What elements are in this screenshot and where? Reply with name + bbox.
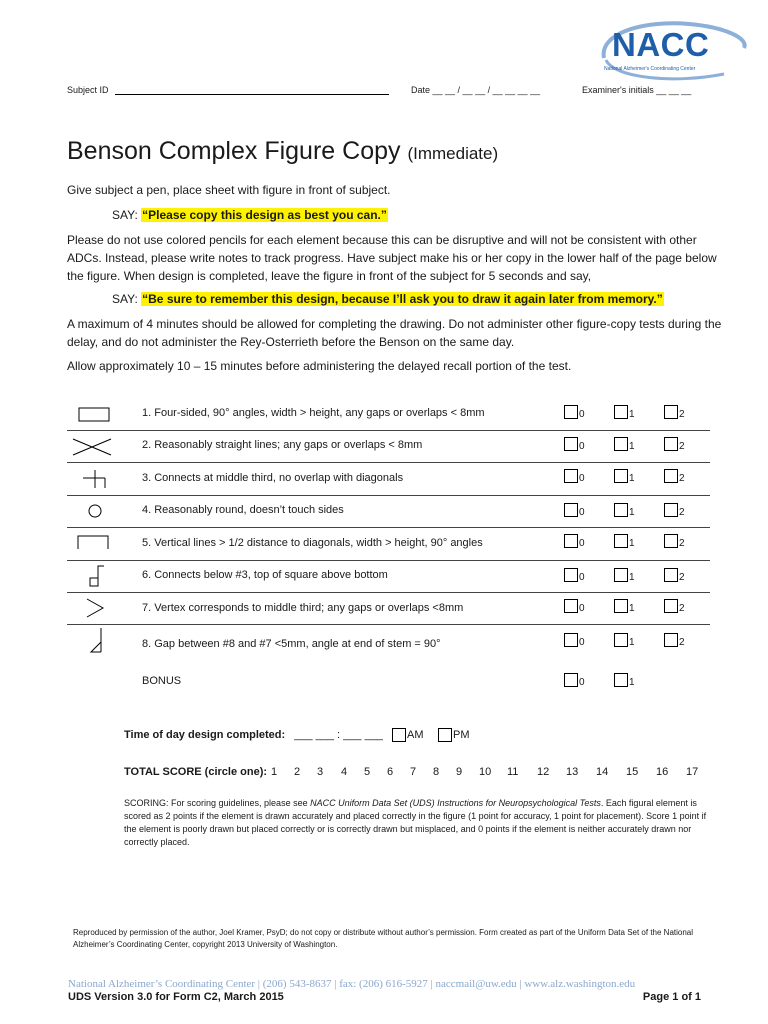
score-1-checkbox[interactable] [614,599,628,613]
total-score-option[interactable]: 15 [626,766,639,778]
table-row [67,592,710,625]
time-of-day-row [124,729,383,741]
time-blanks[interactable]: ___ ___ : ___ ___ [294,729,383,741]
say-quote-1: “Please copy this design as best you can.” [142,208,387,222]
pm-checkbox[interactable] [438,728,452,742]
score-2-label: 2 [679,572,685,583]
title-main: Benson Complex Figure Copy [67,137,401,165]
score-1-label: 1 [629,409,635,420]
item-description: 7. Vertex corresponds to middle third; any gaps or overlaps <8mm [142,602,464,614]
score-2-checkbox[interactable] [664,599,678,613]
score-2-label: 2 [679,603,685,614]
score-2-checkbox[interactable] [664,633,678,647]
triangle-stem-figure-icon [67,624,123,656]
total-score-option[interactable]: 7 [410,766,417,778]
say-label: SAY: [112,208,138,222]
total-score-option[interactable]: 8 [433,766,440,778]
item-description: 6. Connects below #3, top of square above bottom [142,569,388,581]
score-1-label: 1 [629,637,635,648]
say-line-1 [112,208,388,222]
total-label-text: TOTAL SCORE (circle one): [124,766,268,778]
score-2-checkbox[interactable] [664,405,678,419]
scoring-rest: . Each figural element is scored as 2 points if the element is drawn accurately and placed correctly in the figure (1 point for accuracy, 1 point for placement). Score 1 point if the element is poorly drawn but placed correctly or is correctly drawn but misplaced, and 0 points if the element is neither accurately drawn nor correctly placed. [124,798,707,847]
reproduction-notice: Reproduced by permission of the author, Joel Kramer, PsyD; do not copy or distribute without author’s permission. Form created as part of the Uniform Data Set of the National Alzheimer’s Coordinating Center, copyright 2013 University of Washington. [73,928,694,949]
score-0-label: 0 [579,441,585,452]
score-1-label: 1 [629,507,635,518]
score-2-label: 2 [679,473,685,484]
score-2-checkbox[interactable] [664,534,678,548]
say-quote-2: “Be sure to remember this design, because I’ll ask you to draw it again later from memory.” [142,292,663,306]
score-0-label: 0 [579,637,585,648]
score-0-label: 0 [579,572,585,583]
score-1-checkbox[interactable] [614,437,628,451]
item-description: BONUS [142,675,182,687]
score-2-checkbox[interactable] [664,568,678,582]
total-score-option[interactable]: 2 [294,766,301,778]
footer-page: Page 1 of 1 [642,991,701,1003]
score-0-label: 0 [579,473,585,484]
score-0-checkbox[interactable] [564,503,578,517]
total-score-option[interactable]: 5 [364,766,371,778]
say-label: SAY: [112,292,138,306]
table-row [67,430,710,463]
date-blanks: __ __ / __ __ / __ __ __ __ [432,85,541,95]
score-1-label: 1 [629,572,635,583]
table-row [67,462,710,496]
title-sub: (Immediate) [407,144,499,163]
instruction-1: Give subject a pen, place sheet with figure in front of subject. [67,183,391,197]
score-2-label: 2 [679,507,685,518]
scoring-guidelines [124,797,714,849]
subject-id-label: Subject ID [67,85,109,95]
footer-version: UDS Version 3.0 for Form C2, March 2015 [68,991,284,1003]
instruction-2: Please do not use colored pencils for each element because this can be disruptive and will not be consistent with other ADCs. Instead, please write notes to track progress. Have subject make his or her copy in the lower half of the page below the figure. When design is completed, leave the figure in front of the subject for 5 seconds and say, [67,233,717,283]
nacc-logo [594,18,754,84]
score-0-label: 0 [579,409,585,420]
score-0-label: 0 [579,507,585,518]
score-1-label: 1 [629,677,635,688]
logo-text: NACC [612,26,710,63]
item-description: 5. Vertical lines > 1/2 distance to diagonals, width > height, 90° angles [142,537,483,549]
table-row [67,667,710,697]
score-0-label: 0 [579,538,585,549]
score-0-checkbox[interactable] [564,633,578,647]
score-0-checkbox[interactable] [564,534,578,548]
total-score-option[interactable]: 6 [387,766,394,778]
score-0-label: 0 [579,677,585,688]
item-description: 4. Reasonably round, doesn’t touch sides [142,504,344,516]
score-1-checkbox[interactable] [614,633,628,647]
subject-id-line[interactable] [115,94,389,95]
score-2-label: 2 [679,409,685,420]
total-score-option[interactable]: 14 [596,766,609,778]
none-figure-icon [67,667,123,699]
score-2-label: 2 [679,538,685,549]
score-1-checkbox[interactable] [614,503,628,517]
table-row [67,560,710,593]
subject-id-field[interactable] [67,85,389,95]
vertex-figure-icon [67,592,123,624]
total-score-option[interactable]: 10 [479,766,492,778]
pm-label: PM [453,729,470,741]
score-2-checkbox[interactable] [664,503,678,517]
time-label: Time of day design completed: [124,729,286,741]
total-score-option[interactable]: 4 [341,766,348,778]
circle-figure-icon [67,495,123,527]
score-0-checkbox[interactable] [564,437,578,451]
score-2-checkbox[interactable] [664,437,678,451]
total-score-option[interactable]: 12 [537,766,550,778]
item-description: 1. Four-sided, 90° angles, width > height, any gaps or overlaps < 8mm [142,407,485,419]
date-label: Date [411,85,431,95]
square-stem-figure-icon [67,560,123,592]
examiner-initials-field[interactable] [582,85,691,95]
say-line-2 [112,292,664,306]
score-1-label: 1 [629,538,635,549]
rectangle-figure-icon [67,398,123,430]
am-checkbox[interactable] [392,728,406,742]
item-description: 8. Gap between #8 and #7 <5mm, angle at end of stem = 90° [142,638,441,650]
score-0-label: 0 [579,603,585,614]
score-1-label: 1 [629,603,635,614]
total-score-option[interactable]: 9 [456,766,463,778]
contact-line: National Alzheimer’s Coordinating Center | (206) 543-8637 | fax: (206) 616-5927 | naccmail@uw.edu | www.alz.washington.edu [68,978,636,990]
instruction-4: Allow approximately 10 – 15 minutes before administering the delayed recall portion of the test. [67,359,572,373]
score-2-checkbox[interactable] [664,469,678,483]
open-rectangle-figure-icon [67,527,123,559]
am-label: AM [407,729,424,741]
total-score-option[interactable]: 16 [656,766,669,778]
logo-subtitle: National Alzheimer's Coordinating Center [604,66,696,72]
score-2-label: 2 [679,637,685,648]
score-0-checkbox[interactable] [564,673,578,687]
score-1-checkbox[interactable] [614,469,628,483]
table-row [67,495,710,528]
page-title [67,137,498,166]
instruction-3: A maximum of 4 minutes should be allowed for completing the drawing. Do not administer other figure-copy tests during the delay, and do not administer the Rey-Osterrieth before the Benson on the same day. [67,317,722,349]
examiner-blanks: __ __ __ [656,85,692,95]
scoring-ref: NACC Uniform Data Set (UDS) Instructions for Neuropsychological Tests [310,798,601,808]
examiner-label: Examiner's initials [582,85,654,95]
total-score-option[interactable]: 11 [507,766,519,778]
score-1-label: 1 [629,441,635,452]
item-description: 3. Connects at middle third, no overlap with diagonals [142,472,404,484]
total-score-option[interactable]: 13 [566,766,579,778]
total-score-option[interactable]: 1 [271,766,278,778]
score-0-checkbox[interactable] [564,405,578,419]
score-1-label: 1 [629,473,635,484]
total-score-option[interactable]: 17 [686,766,699,778]
score-2-label: 2 [679,441,685,452]
score-0-checkbox[interactable] [564,469,578,483]
table-row [67,398,710,431]
cross-diagonals-figure-icon [67,430,123,462]
score-0-checkbox[interactable] [564,599,578,613]
table-row [67,624,710,667]
item-description: 2. Reasonably straight lines; any gaps or overlaps < 8mm [142,439,423,451]
table-row [67,527,710,561]
cross-stem-figure-icon [67,462,123,494]
total-score-option[interactable]: 3 [317,766,324,778]
score-1-checkbox[interactable] [614,673,628,687]
score-1-checkbox[interactable] [614,405,628,419]
score-1-checkbox[interactable] [614,568,628,582]
total-score-label [124,766,267,778]
score-1-checkbox[interactable] [614,534,628,548]
date-field[interactable] [411,85,540,95]
score-0-checkbox[interactable] [564,568,578,582]
scoring-lead: SCORING: For scoring guidelines, please see [124,798,311,808]
